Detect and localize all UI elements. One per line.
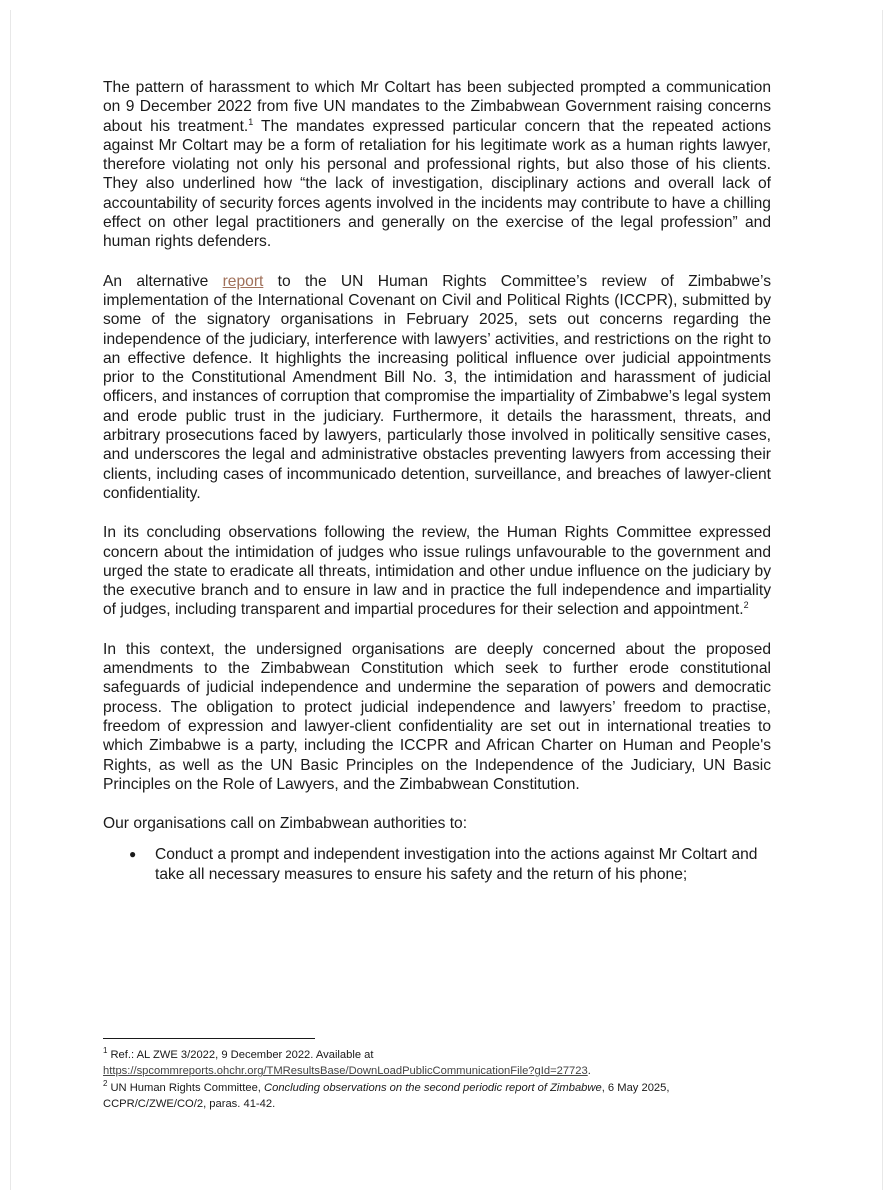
footnote-2: $^2$ UN Human Rights Committee, Concluding observations on the second periodic report of Zimbabwe, 6 May 2025, CCPR/C/ZWE/CO/2, paras. 41-42. xyxy=(103,1078,670,1110)
footnote-ref-2[interactable]: 2 xyxy=(743,600,749,611)
report-link[interactable]: report xyxy=(222,272,264,290)
paragraph-concluding-observations: In its concluding observations following the review, the Human Rights Committee expressed concern about the intimidation of judges who issue rulings unfavourable to the government and urged the state to eradicate all threats, intimidation and other undue influence on the judiciary by the executive branch and to ensure in law and in practice the full independence and impartiality of judges, including transparent and impartial procedures for their selection and appointment.$^2$ xyxy=(103,524,771,619)
call-intro: Our organisations call on Zimbabwean authorities to: xyxy=(103,815,468,833)
footnote-separator xyxy=(103,1038,315,1039)
footnote-1: $^1$ Ref.: AL ZWE 3/2022, 9 December 2022. Available at https://spcommreports.ohchr.org/TMResultsBase/DownLoadPublicCommunicationFile?gId=27723. xyxy=(103,1046,591,1078)
paragraph-alternative-report: An alternative report to the UN Human Rights Committee’s review of Zimbabwe’s implementation of the International Covenant on Civil and Political Rights (ICCPR), submitted by some of the signatory organisations in February 2025, sets out concerns regarding the independence of the judiciary, interference with lawyers’ activities, and restrictions on the right to an effective defence. It highlights the increasing political influence over judicial appointments prior to the Constitutional Amendment Bill No. 3, the intimidation and harassment of judicial officers, and instances of corruption that compromise the impartiality of Zimbabwe’s legal system and erode public trust in the judiciary. Furthermore, it details the harassment, threats, and arbitrary prosecutions faced by lawyers, particularly those involved in politically sensitive cases, and underscores the legal and administrative obstacles preventing lawyers from accessing their clients, including cases of incommunicado detention, surveillance, and breaches of lawyer-client confidentiality. xyxy=(103,272,771,502)
footnote-ref-1[interactable]: 1 xyxy=(248,116,254,127)
list-item xyxy=(103,845,771,884)
footnote-1-link[interactable]: https://spcommreports.ohchr.org/TMResultsBase/DownLoadPublicCommunicationFile?gId=27723 xyxy=(103,1065,588,1078)
footnotes xyxy=(103,1038,771,1112)
bullet-text: Conduct a prompt and independent investigation into the actions against Mr Coltart and take all necessary measures to ensure his safety and the return of his phone; xyxy=(155,846,758,883)
paragraph-harassment: The pattern of harassment to which Mr Coltart has been subjected prompted a communication on 9 December 2022 from five UN mandates to the Zimbabwean Government raising concerns about his treatment.$^1$ The mandates expressed particular concern that the repeated actions against Mr Coltart may be a form of retaliation for his legitimate work as a human rights lawyer, therefore violating not only his personal and professional rights, but also those of his clients. They also underlined how “the lack of investigation, disciplinary actions and overall lack of accountability of security forces agents involved in the incidents may contribute to have a chilling effect on other legal practitioners and generally on the exercise of the legal profession” and human rights defenders. xyxy=(103,79,771,251)
paragraph-context: In this context, the undersigned organisations are deeply concerned about the proposed amendments to the Zimbabwean Constitution which seek to further erode constitutional safeguards of judicial independence and undermine the separation of powers and democratic process. The obligation to protect judicial independence and lawyers’ freedom to practise, freedom of expression and lawyer-client confidentiality are set out in international treaties to which Zimbabwe is a party, including the ICCPR and African Charter on Human and People's Rights, as well as the UN Basic Principles on the Independence of the Judiciary, UN Basic Principles on the Role of Lawyers, and the Zimbabwean Constitution. xyxy=(103,640,771,793)
document-body xyxy=(103,78,771,884)
bullet-icon: ● xyxy=(129,847,137,862)
